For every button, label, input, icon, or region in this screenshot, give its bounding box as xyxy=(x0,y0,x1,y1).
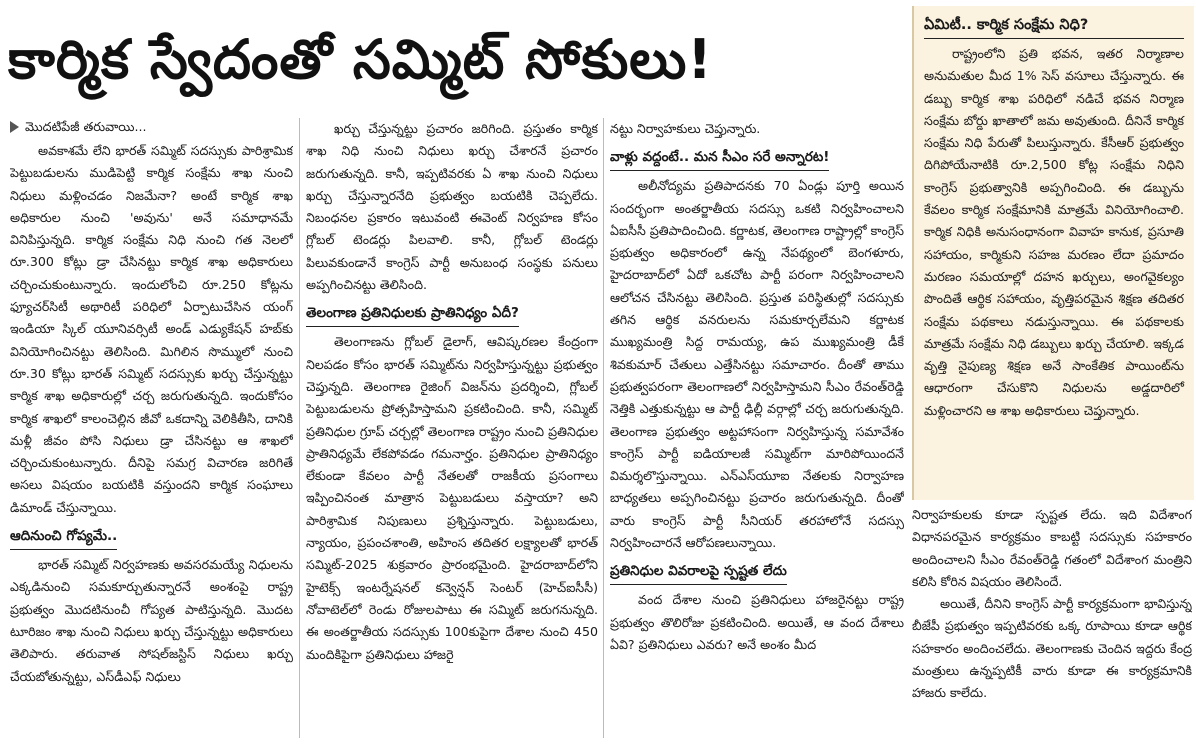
triangle-icon xyxy=(10,121,19,133)
column-3-paragraph-2: వంద దేశాల నుంచి ప్రతినిధులు హాజరైనట్టు రాష్ట్ర ప్రభుత్వం తొలిరోజు ప్రకటించింది. అయితే, ఆ వంద దేశాలు ఏవి? ప్రతినిధులు ఎవరు? అనే అంశం మీద xyxy=(610,592,904,652)
column-4-paragraph-1: నిర్వాహకులకు కూడా స్పష్టత లేదు. ఇది విదేశాంగ విధానపరమైన కార్యక్రమం కాబట్టి సదస్సుకు సహకారం అందించాలని సీఎం రేవంత్‌రెడ్డి గతంలో విదేశాంగ మంత్రిని కలిసి కోరిన విషయం తెలిసిందే. xyxy=(912,507,1192,589)
article-column-4 xyxy=(912,504,1192,742)
column-4-paragraph-2: అయితే, దీనిని కాంగ్రెస్ పార్టీ కార్యక్రమంగా భావిస్తున్న బీజేపీ ప్రభుత్వం ఇప్పటివరకు ఒక్క రూపాయి కూడా ఆర్థిక సహకారం అందించలేదు. తెలంగాణకు చెందిన ఇద్దరు కేంద్ర మంత్రులు ఉన్నప్పటికీ వారు కూడా ఈ కార్యక్రమానికి హాజరు కాలేదు. xyxy=(912,596,1192,701)
kicker xyxy=(10,116,293,138)
column-2-paragraph-2: తెలంగాణను గ్లోబల్ డైలాగ్, ఆవిష్కరణల కేంద్రంగా నిలపడం కోసం భారత్ సమ్మిట్‌ను నిర్వహిస్తున్నట్టు ప్రభుత్వం చెప్తున్నది. తెలంగాణ రైజింగ్ విజన్‌ను ప్రదర్శించి, గ్లోబల్ పెట్టుబడులను ప్రోత్సహిస్తామని ప్రకటించింది. కానీ, సమ్మిట్ ప్రతినిధుల గ్రూప్ చర్చల్లో తెలంగాణ రాష్ట్రం నుంచి ప్రతినిధుల ప్రాతినిధ్యమే లేకపోవడం గమనార్హం. ప్రతినిధుల ప్రాతినిధ్యం లేకుండా కేవలం పార్టీ నేతలతో రాజకీయ ప్రసంగాలు ఇప్పించినంత మాత్రాన పెట్టుబడులు వస్తాయా? అని పారిశ్రామిక నిపుణులు ప్రశ్నిస్తున్నారు. పెట్టుబడులు, న్యాయం, ప్రపంచశాంతి, అహింస తదితర లక్ష్యాలతో భారత్ సమ్మిట్-2025 శుక్రవారం ప్రారంభమైంది. హైదరాబాద్‌లోని హైటెక్స్ ఇంటర్నేషనల్ కన్వెన్షన్ సెంటర్ (హెచ్‌ఐసీసీ) నోవాటెల్‌లో రెండు రోజులపాటు ఈ సమ్మిట్ జరుగనున్నది. ఈ అంతర్జాతీయ సదస్సుకు 100కుపైగా దేశాల నుంచి 450 మందికిపైగా ప్రతినిధులు హాజరై xyxy=(306,334,598,662)
column-divider xyxy=(299,118,300,738)
sidebar-box-paragraph: రాష్ట్రంలోని ప్రతి భవన, ఇతర నిర్మాణాల అనుమతుల మీద 1% సెస్ వసూలు చేస్తున్నారు. ఈ డబ్బు కార్మిక శాఖ పరిధిలో నడిచే భవన నిర్మాణ సంక్షేమ బోర్డు ఖాతాలో జమ అవుతుంది. దీనినే కార్మిక సంక్షేమ నిధి పేరుతో పిలుస్తున్నారు. కేసీఆర్ ప్రభుత్వం దిగిపోయేనాటికి రూ.2,500 కోట్ల సంక్షేమ నిధిని కాంగ్రెస్ ప్రభుత్వానికి అప్పగించింది. ఈ డబ్బును కేవలం కార్మిక సంక్షేమానికి మాత్రమే వినియోగించాలి. కార్మిక నిధికి అనుసంధానంగా వివాహ కానుక, ప్రసూతి సహాయం, కార్మికుని సహజ మరణం లేదా ప్రమాదం మరణం సమయాల్లో దహన ఖర్చులు, అంగవైకల్యం పొందితే ఆర్థిక సహాయం, వృత్తిపరమైన శిక్షణ తదితర సంక్షేమ పథకాలు నడుస్తున్నాయి. ఈ పథకాలకు మాత్రమే సంక్షేమ నిధి డబ్బులు ఖర్చు చేయాలి. ఇక్కడ వృత్తి నైపుణ్య శిక్షణ అనే సాంకేతిక పాయింట్‌ను ఆధారంగా చేసుకొని నిధులను అడ్డదారిలో మళ్లించారని ఆ శాఖ అధికారులు చెప్తున్నారు. xyxy=(924,46,1184,418)
subheading-telangana-representation: తెలంగాణ ప్రతినిధులకు ప్రాతినిధ్యం ఏదీ? xyxy=(306,302,519,327)
column-2-paragraph-1: ఖర్చు చేస్తున్నట్టు ప్రచారం జరిగింది. ప్రస్తుతం కార్మిక శాఖ నిధి నుంచి నిధులు ఖర్చు చేశారనే ప్రచారం జరుగుతున్నది. కానీ, ఇప్పటివరకు ఏ శాఖ నుంచి నిధులు ఖర్చు చేస్తున్నారనేది ప్రభుత్వం బయటికి చెప్పలేదు. నిబంధనల ప్రకారం ఇటువంటి ఈవెంట్ నిర్వహణ కోసం గ్లోబల్ టెండర్లు పిలవాలి. కానీ, గ్లోబల్ టెండర్లు పిలువకుండానే కాంగ్రెస్ పార్టీ అనుబంధ సంస్థకు పనులు అప్పగించినట్టు తెలిసింది. xyxy=(306,121,598,293)
article-column-1 xyxy=(10,112,293,742)
column-1-paragraph-1: అవకాశమే లేని భారత్ సమ్మిట్ సదస్సుకు పారిశ్రామిక పెట్టుబడులను ముడిపెట్టి కార్మిక సంక్షేమ శాఖ నుంచి నిధులు మళ్లించడం నిజమేనా? అంటే కార్మిక శాఖ అధికారుల నుంచి 'అవును' అనే సమాధానమే వినిపిస్తున్నది. కార్మిక సంక్షేమ నిధి నుంచి గత నెలలో రూ.300 కోట్లు డ్రా చేసినట్టు కార్మిక శాఖ అధికారులు చర్చించుకుంటున్నారు. ఇందులోంచి రూ.250 కోట్లను ఫ్యూచర్‌సిటీ అథారిటీ పరిధిలో ఏర్పాటుచేసిన యంగ్ ఇండియా స్కిల్ యూనివర్సిటీ అండ్ ఎడ్యుకేషన్ హబ్‌కు వినియోగించినట్టు తెలిసింది. మిగిలిన సొమ్ములో నుంచి రూ.30 కోట్లు భారత్ సమ్మిట్ సదస్సుకు ఖర్చు చేస్తున్నట్టు కార్మిక శాఖ అధికారుల్లో చర్చ జరుగుతున్నది. ఇందుకోసం కార్మిక శాఖలో కాలంచెల్లిన జీవో ఒకదాన్ని వెలికితీసి, దానికి మళ్లీ జీవం పోసి నిధులు డ్రా చేసినట్టు ఆ శాఖలో చర్చించుకుంటున్నారు. దీనిపై సమగ్ర విచారణ జరిగితే అసలు విషయం బయటికి వస్తుందని కార్మిక సంఘాలు డిమాండ్ చేస్తున్నాయి. xyxy=(10,143,293,515)
kicker-text: మొదటిపేజీ తరువాయి... xyxy=(25,119,147,134)
subheading-since-beginning: ఆదినుంచి గోప్యమే.. xyxy=(10,525,117,550)
column-3-paragraph-0: నట్టు నిర్వాహకులు చెప్తున్నారు. xyxy=(610,121,761,136)
column-3-paragraph-1: అలీనోద్యమ ప్రతిపాదనకు 70 ఏండ్లు పూర్తి అయిన సందర్భంగా అంతర్జాతీయ సదస్సు ఒకటి నిర్వహించాలని ఏఐసీసీ ప్రతిపాదించింది. కర్ణాటక, తెలంగాణ రాష్ట్రాల్లో కాంగ్రెస్ ప్రభుత్వం అధికారంలో ఉన్న నేపథ్యంలో బెంగళూరు, హైదరాబాద్‌లో ఏదో ఒకచోట పార్టీ పరంగా నిర్వహించాలని ఆలోచన చేసినట్టు తెలిసింది. ప్రస్తుత పరిస్థితుల్లో సదస్సుకు తగిన ఆర్థిక వనరులను సమకూర్చలేమని కర్ణాటక ముఖ్యమంత్రి సిద్ద రామయ్య, ఉప ముఖ్యమంత్రి డీకే శివకుమార్ చేతులు ఎత్తేసినట్టు సమాచారం. దీంతో తాము ప్రభుత్వపరంగా తెలంగాణలో నిర్వహిస్తామని సీఎం రేవంత్‌రెడ్డి నెత్తికి ఎత్తుకున్నట్టు ఆ పార్టీ ఢిల్లీ వర్గాల్లో చర్చ జరుగుతున్నది. తెలంగాణ ప్రభుత్వం అట్టహాసంగా నిర్వహిస్తున్న సమావేశం కాంగ్రెస్ పార్టీ ఐడియాలజీ సమ్మిట్‌గా మారిపోయిందనే విమర్శలొస్తున్నాయి. ఎన్‌ఎస్‌యూఐ నేతలకు నిర్వాహణ బాధ్యతలు అప్పగించినట్టు ప్రచారం జరుగుతున్నది. దీంతో వారు కాంగ్రెస్ పార్టీ సీనియర్ తరహాలోనే సదస్సు నిర్వహించారనే ఆరోపణలున్నాయి. xyxy=(610,178,904,551)
subheading-no-clarity-delegates: ప్రతినిధుల వివరాలపై స్పష్టత లేదు xyxy=(610,560,787,585)
subheading-cm-agreed: వాళ్లు వద్దంటే.. మన సీఎం సరే అన్నారట! xyxy=(610,146,829,171)
column-1-paragraph-2: భారత్ సమ్మిట్ నిర్వహణకు అవసరమయ్యే నిధులను ఎక్కడినుంచి సమకూర్చుతున్నారనే అంశంపై రాష్ట్ర ప్రభుత్వం మొదటినుంచీ గోప్యత పాటిస్తున్నది. మొదట టూరిజం శాఖ నుంచి నిధులు ఖర్చు చేస్తున్నట్టు అధికారులు తెలిపారు. తరువాత సోషల్‌జస్టిస్ నిధులు ఖర్చు చేయబోతున్నట్టు, ఎస్‌డీఎఫ్ నిధులు xyxy=(10,557,293,684)
article-column-3 xyxy=(610,118,904,742)
column-divider xyxy=(603,118,604,738)
article-column-2 xyxy=(306,118,598,742)
headline: కార్మిక స్వేదంతో సమ్మిట్ సోకులు! xyxy=(8,28,713,91)
sidebar-box-welfare-fund xyxy=(912,6,1194,500)
sidebar-box-title: ఏమిటీ.. కార్మిక సంక్షేమ నిధి? xyxy=(924,12,1184,39)
